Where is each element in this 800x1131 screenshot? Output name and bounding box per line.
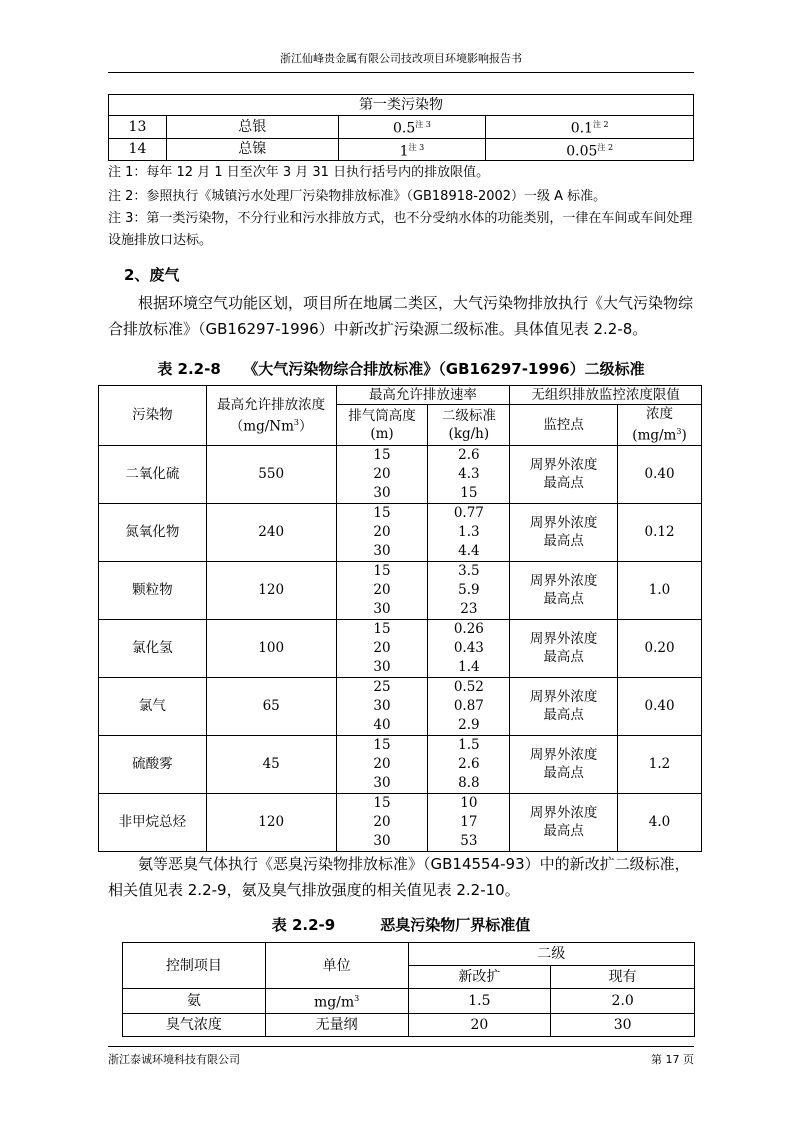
table-row <box>99 793 702 851</box>
header-point: 监控点 <box>510 405 618 446</box>
row-heights: 25 30 40 <box>336 677 428 735</box>
row-pollutant: 硫酸雾 <box>99 735 207 793</box>
table-row <box>109 116 694 139</box>
row-pollutant: 氯化氢 <box>99 619 207 677</box>
air-pollutant-table <box>98 385 702 852</box>
header-concentration: 最高允许排放浓度 （mg/Nm$^3$） <box>206 386 336 446</box>
row-value-2: $0.05^{注 2}$ <box>486 138 694 161</box>
note-2: 注 2：参照执行《城镇污水处理厂污染物排放标准》（GB18918-2002）一级 A 标准。 <box>108 189 607 204</box>
note-3: 注 3：第一类污染物，不分行业和污水排放方式，也不分受纳水体的功能类别，一律在车间或车间处理设施排放口达标。 <box>108 211 693 248</box>
row-concentration: 45 <box>206 735 336 793</box>
row-item: 臭气浓度 <box>123 1013 266 1036</box>
row-name: 总银 <box>166 116 338 139</box>
row-new: 1.5 <box>408 989 551 1014</box>
note-ref: 注 3 <box>408 142 425 152</box>
header-mconc: 浓度 $(mg/m^3)$ <box>618 405 702 446</box>
row-rates: 0.77 1.3 4.4 <box>428 503 510 561</box>
row-existing: 2.0 <box>551 989 695 1014</box>
header-new: 新改扩 <box>408 966 551 989</box>
row-concentration: 120 <box>206 793 336 851</box>
row-mconc: 0.20 <box>618 619 702 677</box>
page-number: 第 17 页 <box>651 1053 694 1066</box>
table-row <box>99 619 702 677</box>
row-point: 周界外浓度 最高点 <box>510 503 618 561</box>
row-pollutant: 非甲烷总烃 <box>99 793 207 851</box>
row-unit: $mg/m^3$ <box>265 989 408 1014</box>
row-value-1: $1^{注 3}$ <box>338 138 486 161</box>
row-rates: 0.26 0.43 1.4 <box>428 619 510 677</box>
row-heights: 15 20 30 <box>336 619 428 677</box>
table-caption-1: 表 2.2-8 《大气污染物综合排放标准》（GB16297-1996）二级标准 <box>157 360 645 378</box>
row-pollutant: 颗粒物 <box>99 561 207 619</box>
row-point: 周界外浓度 最高点 <box>510 793 618 851</box>
row-mconc: 1.2 <box>618 735 702 793</box>
row-heights: 15 20 30 <box>336 735 428 793</box>
table-row <box>109 138 694 161</box>
row-point: 周界外浓度 最高点 <box>510 445 618 503</box>
page-footer <box>108 1046 694 1067</box>
header-height: 排气筒高度 (m) <box>336 405 428 446</box>
row-concentration: 100 <box>206 619 336 677</box>
group-title: 第一类污染物 <box>109 95 694 116</box>
page-header: 浙江仙峰贵金属有限公司技改项目环境影响报告书 <box>108 50 694 73</box>
table-row <box>99 503 702 561</box>
row-point: 周界外浓度 最高点 <box>510 735 618 793</box>
row-pollutant: 氯气 <box>99 677 207 735</box>
footer-company: 浙江泰诚环境科技有限公司 <box>108 1053 240 1066</box>
header-rate: 最高允许排放速率 <box>336 386 510 405</box>
row-point: 周界外浓度 最高点 <box>510 619 618 677</box>
row-value-1: $0.5^{注 3}$ <box>338 116 486 139</box>
note-ref: 注 3 <box>415 120 431 129</box>
row-rates: 1.5 2.6 8.8 <box>428 735 510 793</box>
section-title: 2、废气 <box>124 266 180 284</box>
row-heights: 15 20 30 <box>336 445 428 503</box>
table-row <box>99 735 702 793</box>
row-point: 周界外浓度 最高点 <box>510 677 618 735</box>
table-row <box>99 561 702 619</box>
note-ref: 注 2 <box>597 142 614 152</box>
table-caption-2: 表 2.2-9 恶臭污染物厂界标准值 <box>271 916 531 934</box>
row-heights: 15 20 30 <box>336 793 428 851</box>
row-pollutant: 二氧化硫 <box>99 445 207 503</box>
row-rates: 10 17 53 <box>428 793 510 851</box>
row-mconc: 0.40 <box>618 677 702 735</box>
header-item: 控制项目 <box>123 943 266 989</box>
row-concentration: 120 <box>206 561 336 619</box>
row-name: 总镍 <box>166 138 338 161</box>
row-heights: 15 20 30 <box>336 561 428 619</box>
row-no: 14 <box>109 138 167 161</box>
row-mconc: 0.12 <box>618 503 702 561</box>
row-no: 13 <box>109 116 167 139</box>
row-value-2: $0.1^{注 2}$ <box>486 116 694 139</box>
table-row <box>123 989 695 1014</box>
row-concentration: 65 <box>206 677 336 735</box>
header-existing: 现有 <box>551 966 695 989</box>
row-mconc: 1.0 <box>618 561 702 619</box>
row-point: 周界外浓度 最高点 <box>510 561 618 619</box>
odor-pollutant-table <box>122 942 695 1037</box>
row-new: 20 <box>408 1013 551 1036</box>
row-item: 氨 <box>123 989 266 1014</box>
paragraph-1: 根据环境空气功能区划，项目所在地属二类区，大气污染物排放执行《大气污染物综合排放标准》（GB16297-1996）中新改扩污染源二级标准。具体值见表 2.2-8。 <box>108 294 694 338</box>
water-pollutant-table <box>108 94 694 161</box>
table-row <box>123 1013 695 1036</box>
row-pollutant: 氮氧化物 <box>99 503 207 561</box>
table-row <box>99 445 702 503</box>
row-unit: 无量纲 <box>265 1013 408 1036</box>
header-level: 二级 <box>408 943 695 966</box>
row-mconc: 4.0 <box>618 793 702 851</box>
header-pollutant: 污染物 <box>99 386 207 446</box>
row-concentration: 240 <box>206 503 336 561</box>
row-mconc: 0.40 <box>618 445 702 503</box>
header-unit: 单位 <box>265 943 408 989</box>
header-level: 二级标准 (kg/h) <box>428 405 510 446</box>
header-monitor: 无组织排放监控浓度限值 <box>510 386 702 405</box>
row-heights: 15 20 30 <box>336 503 428 561</box>
table-row <box>99 677 702 735</box>
paragraph-2: 氨等恶臭气体执行《恶臭污染物排放标准》（GB14554-93）中的新改扩二级标准，相关值见表 2.2-9，氨及臭气排放强度的相关值见表 2.2-10。 <box>108 855 690 899</box>
note-ref: 注 2 <box>592 120 609 129</box>
row-rates: 0.52 0.87 2.9 <box>428 677 510 735</box>
row-concentration: 550 <box>206 445 336 503</box>
note-1: 注 1：每年 12 月 1 日至次年 3 月 31 日执行括号内的排放限值。 <box>108 165 490 180</box>
row-rates: 2.6 4.3 15 <box>428 445 510 503</box>
row-rates: 3.5 5.9 23 <box>428 561 510 619</box>
row-existing: 30 <box>551 1013 695 1036</box>
